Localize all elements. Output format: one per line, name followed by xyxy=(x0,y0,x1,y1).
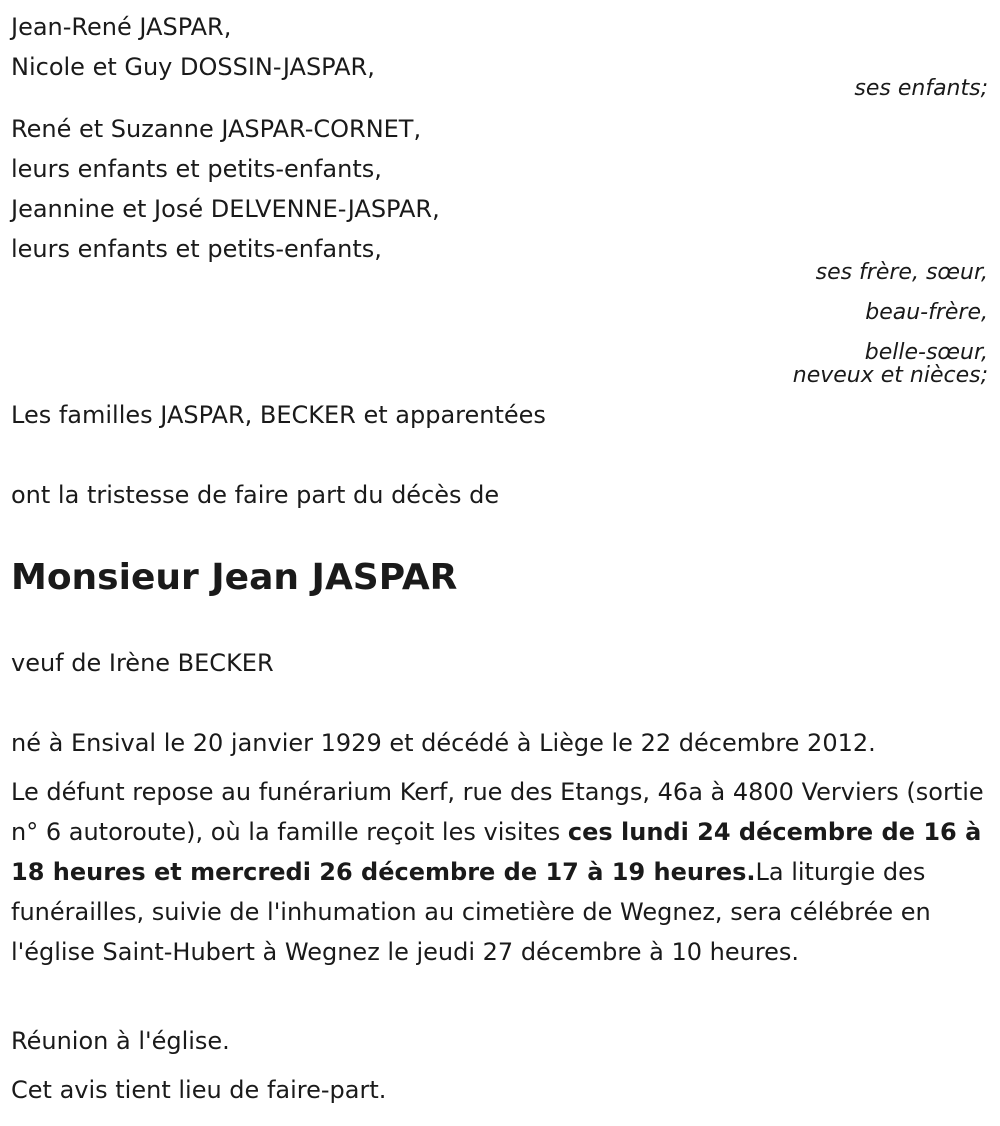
deceased-name: Monsieur Jean JASPAR xyxy=(11,557,458,598)
relation-sister-in-law: belle-sœur, xyxy=(864,340,988,365)
relation-children: ses enfants; xyxy=(854,76,988,101)
relation-brother-in-law: beau-frère, xyxy=(865,300,988,325)
sibling-descendants-2: leurs enfants et petits-enfants, xyxy=(11,235,382,263)
visitation-paragraph xyxy=(11,772,986,972)
child-name-1: Jean-René JASPAR, xyxy=(11,13,232,41)
relation-nephews: neveux et nièces; xyxy=(792,363,988,388)
sibling-name-1: René et Suzanne JASPAR-CORNET, xyxy=(11,115,422,143)
birth-death-line: né à Ensival le 20 janvier 1929 et décédé à Liège le 22 décembre 2012. xyxy=(11,729,876,757)
visitation-intro: Le défunt repose au funérarium Kerf, rue des Etangs, 46a à 4800 Verviers (sortie n° 6 autoroute), où la famille reçoit les visites xyxy=(11,778,984,846)
relation-siblings: ses frère, sœur, xyxy=(815,260,988,285)
widower-line: veuf de Irène BECKER xyxy=(11,649,274,677)
sibling-name-2: Jeannine et José DELVENNE-JASPAR, xyxy=(11,195,440,223)
child-name-2: Nicole et Guy DOSSIN-JASPAR, xyxy=(11,53,375,81)
funeral-details: La liturgie des funérailles, suivie de l'inhumation au cimetière de Wegnez, sera célébrée en l'église Saint-Hubert à Wegnez le jeudi 27 décembre à 10 heures. xyxy=(11,858,931,966)
announcement-line: ont la tristesse de faire part du décès de xyxy=(11,481,500,509)
sibling-descendants-1: leurs enfants et petits-enfants, xyxy=(11,155,382,183)
visitation-times: ces lundi 24 décembre de 16 à 18 heures et mercredi 26 décembre de 17 à 19 heures. xyxy=(11,818,982,886)
meeting-line: Réunion à l'église. xyxy=(11,1027,230,1055)
families-line: Les familles JASPAR, BECKER et apparentées xyxy=(11,401,546,429)
notice-line: Cet avis tient lieu de faire-part. xyxy=(11,1076,387,1104)
